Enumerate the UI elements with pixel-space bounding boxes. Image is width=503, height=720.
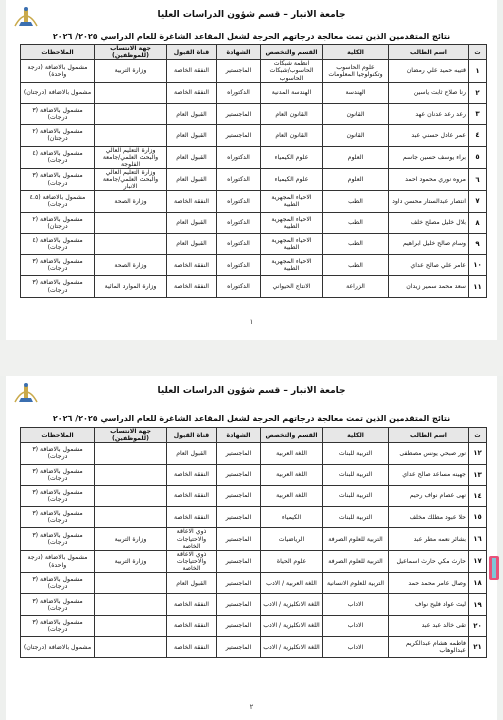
admission-channel-cell: ذوي الاعاقة والاحتياجات الخاصة [167,550,217,572]
degree-cell: الدكتوراه [217,212,261,233]
column-header: القسم والتخصص [261,428,323,443]
degree-cell: الماجستير [217,464,261,485]
table-row [21,485,487,506]
degree-cell: الماجستير [217,125,261,146]
notes-cell: مشمول بالاضافة (درجة واحدة) [21,550,95,572]
table-row [21,507,487,528]
admission-channel-cell: القبول العام [167,443,217,464]
column-header: الملاحظات [21,45,95,60]
page-subtitle: نتائج المتقدمين الذين تمت معالجة درجاتهم الحرجة لشغل المقاعد الشاغرة للعام الدراسي ٢٠٢٥/ ٢٠٢٦ [52,414,451,423]
admission-channel-cell: النفقة الخاصة [167,507,217,528]
column-header: الشهادة [217,45,261,60]
admission-channel-cell: القبول العام [167,146,217,168]
admission-channel-cell: النفقة الخاصة [167,276,217,297]
row-number-cell: ١٦ [469,528,487,550]
employer-cell [95,233,167,254]
degree-cell: الماجستير [217,615,261,636]
notes-cell: مشمول بالاضافة (٣ درجات) [21,255,95,276]
department-cell: اللغة العربية [261,443,323,464]
notes-cell: مشمول بالاضافة (٣ درجات) [21,507,95,528]
degree-cell: الدكتوراه [217,276,261,297]
notes-cell: مشمول بالاضافة (٤.٥ درجات) [21,191,95,212]
admission-channel-cell: النفقة الخاصة [167,191,217,212]
department-cell: القانون العام [261,103,323,124]
notes-cell: مشمول بالاضافة (٣ درجات) [21,615,95,636]
notes-cell: مشمول بالاضافة (٣ درجات) [21,168,95,190]
student-name-cell: بلال خليل مصلح خلف [389,212,469,233]
page-title: جامعة الانبار – قسم شؤون الدراسات العليا [157,10,346,20]
degree-cell: الدكتوراه [217,255,261,276]
student-name-cell: براء يوسف حسين جاسم [389,146,469,168]
student-name-cell: انتصار عبدالستار محسن داود [389,191,469,212]
department-cell: القانون العام [261,125,323,146]
college-cell: التربية للبنات [323,443,389,464]
employer-cell [95,637,167,658]
student-name-cell: رعد رعد عدنان عهد [389,103,469,124]
college-cell: الطب [323,191,389,212]
department-cell: علوم الحياة [261,550,323,572]
degree-cell: الدكتوراه [217,191,261,212]
employer-cell [95,103,167,124]
column-header: الشهادة [217,428,261,443]
column-header: جهة الانتساب (للموظفين) [95,428,167,443]
employer-cell: وزارة التعليم العالي والبحث العلمي/جامعة الانبار [95,168,167,190]
table-row [21,637,487,658]
admission-channel-cell: القبول العام [167,212,217,233]
row-number-cell: ١٨ [469,573,487,594]
admission-channel-cell: النفقة الخاصة [167,485,217,506]
department-cell: علوم الكيمياء [261,168,323,190]
column-header: اسم الطالب [389,428,469,443]
row-number-cell: ١٩ [469,594,487,615]
admission-channel-cell: القبول العام [167,233,217,254]
employer-cell: وزارة الصحة [95,191,167,212]
college-cell: الاداب [323,637,389,658]
student-name-cell: عامر علي صالح عداي [389,255,469,276]
admission-channel-cell: النفقة الخاصة [167,594,217,615]
notes-cell: مشمول بالاضافة (درجتان) [21,637,95,658]
college-cell: الاداب [323,594,389,615]
table-row [21,255,487,276]
table-row [21,82,487,103]
row-number-cell: ١٢ [469,443,487,464]
row-number-cell: ٢٠ [469,615,487,636]
degree-cell: الدكتوراه [217,233,261,254]
admission-channel-cell: القبول العام [167,573,217,594]
student-name-cell: ليث عواد فليح نواف [389,594,469,615]
admission-channel-cell: النفقة الخاصة [167,637,217,658]
degree-cell: الدكتوراه [217,82,261,103]
page-number: ١ [249,318,254,326]
degree-cell: الماجستير [217,60,261,82]
column-header: ت [469,428,487,443]
column-header: جهة الانتساب (للموظفين) [95,45,167,60]
department-cell: الهندسة المدنية [261,82,323,103]
admission-channel-cell: النفقة الخاصة [167,60,217,82]
row-number-cell: ٣ [469,103,487,124]
admission-channel-cell: النفقة الخاصة [167,464,217,485]
table-header-row [21,428,487,443]
degree-cell: الماجستير [217,550,261,572]
table-row [21,125,487,146]
column-header: الكلية [323,45,389,60]
table-row [21,528,487,550]
department-cell: الانتاج الحيواني [261,276,323,297]
notes-cell: مشمول بالاضافة (٢ درجتان) [21,125,95,146]
employer-cell: وزارة الصحة [95,255,167,276]
notes-cell: مشمول بالاضافة (٣ درجات) [21,573,95,594]
college-cell: الهندسة [323,82,389,103]
column-header: ت [469,45,487,60]
college-cell: التربية للبنات [323,485,389,506]
employer-cell [95,82,167,103]
college-cell: الطب [323,212,389,233]
admission-channel-cell: النفقة الخاصة [167,615,217,636]
document-page-2 [6,376,497,720]
student-name-cell: رنا صلاح ثابت ياسين [389,82,469,103]
column-header: الكلية [323,428,389,443]
table-row [21,464,487,485]
employer-cell [95,507,167,528]
row-number-cell: ١ [469,60,487,82]
department-cell: اللغة الانكليزية / الادب [261,594,323,615]
notes-cell: مشمول بالاضافة (٣ درجات) [21,276,95,297]
column-header: قناة القبول [167,428,217,443]
department-cell: الاحياء المجهرية الطبية [261,233,323,254]
row-number-cell: ٢١ [469,637,487,658]
row-number-cell: ٧ [469,191,487,212]
row-number-cell: ١٧ [469,550,487,572]
table-row [21,191,487,212]
employer-cell: وزارة التربية [95,550,167,572]
row-number-cell: ١٤ [469,485,487,506]
table-row [21,615,487,636]
admission-channel-cell: القبول العام [167,125,217,146]
department-cell: اللغة العربية / الادب [261,573,323,594]
college-cell: العلوم [323,168,389,190]
admission-channel-cell: القبول العام [167,103,217,124]
document-page-1 [6,0,497,340]
row-number-cell: ٩ [469,233,487,254]
employer-cell [95,125,167,146]
department-cell: الاحياء المجهرية الطبية [261,255,323,276]
college-cell: العلوم [323,146,389,168]
college-cell: الطب [323,233,389,254]
admission-channel-cell: القبول العام [167,168,217,190]
degree-cell: الدكتوراه [217,168,261,190]
student-name-cell: فاطمه هشام عبدالكريم عبدالوهاب [389,637,469,658]
college-cell: التربية للعلوم الصرفة [323,528,389,550]
employer-cell: وزارة التربية [95,528,167,550]
row-number-cell: ٤ [469,125,487,146]
college-cell: الزراعة [323,276,389,297]
degree-cell: الدكتوراه [217,146,261,168]
college-cell: علوم الحاسوب وتكنولوجيا المعلومات [323,60,389,82]
student-name-cell: عمر عادل حسني عبد [389,125,469,146]
admission-channel-cell: النفقة الخاصة [167,255,217,276]
employer-cell [95,485,167,506]
notes-cell: مشمول بالاضافة (٣ درجات) [21,528,95,550]
college-cell: التربية للعلوم الصرفة [323,550,389,572]
page-gap [0,340,503,376]
column-header: الملاحظات [21,428,95,443]
college-cell: القانون [323,103,389,124]
row-number-cell: ٢ [469,82,487,103]
notes-cell: مشمول بالاضافة (٤ درجات) [21,146,95,168]
row-number-cell: ١٣ [469,464,487,485]
table-row [21,103,487,124]
employer-cell: وزارة الموارد المائية [95,276,167,297]
student-name-cell: مروه نوري محمود احمد [389,168,469,190]
college-cell: الاداب [323,615,389,636]
table-row [21,233,487,254]
results-table-page-2 [20,427,487,658]
page-number: ٢ [249,703,254,711]
table-row [21,573,487,594]
row-number-cell: ١٠ [469,255,487,276]
row-number-cell: ٦ [469,168,487,190]
row-number-cell: ٥ [469,146,487,168]
student-name-cell: نور صبحي يونس مصطفى [389,443,469,464]
student-name-cell: حارث مكي حارث اسماعيل [389,550,469,572]
employer-cell [95,594,167,615]
bookmark-tab-icon [488,556,500,580]
table-row [21,168,487,190]
employer-cell: وزارة التعليم العالي والبحث العلمي/جامعة الفلوجة [95,146,167,168]
notes-cell: مشمول بالاضافة (درجة واحدة) [21,60,95,82]
employer-cell [95,464,167,485]
column-header: اسم الطالب [389,45,469,60]
student-name-cell: تقى خالد عبد عبد [389,615,469,636]
employer-cell: وزارة التربية [95,60,167,82]
department-cell: الرياضيات [261,528,323,550]
table-row [21,550,487,572]
page-title: جامعة الانبار – قسم شؤون الدراسات العليا [157,386,346,396]
student-name-cell: سعد محمد سمير زيدان [389,276,469,297]
column-header: قناة القبول [167,45,217,60]
employer-cell [95,615,167,636]
department-cell: الاحياء المجهرية الطبية [261,191,323,212]
department-cell: اللغة الانكليزية / الادب [261,615,323,636]
notes-cell: مشمول بالاضافة (٣ درجات) [21,443,95,464]
department-cell: علوم الكيمياء [261,146,323,168]
department-cell: الكيمياء [261,507,323,528]
student-name-cell: قتيبه حميد علي رمضان [389,60,469,82]
student-name-cell: حلا عبود مطلك مخلف [389,507,469,528]
table-row [21,594,487,615]
table-row [21,443,487,464]
row-number-cell: ٨ [469,212,487,233]
notes-cell: مشمول بالاضافة (٤ درجات) [21,233,95,254]
department-cell: انظمة شبكات الحاسوب/شبكات الحاسوب [261,60,323,82]
degree-cell: الماجستير [217,485,261,506]
employer-cell [95,573,167,594]
college-cell: التربية للعلوم الانسانية [323,573,389,594]
column-header: القسم والتخصص [261,45,323,60]
table-header-row [21,45,487,60]
employer-cell [95,212,167,233]
notes-cell: مشمول بالاضافة (٣ درجات) [21,485,95,506]
notes-cell: مشمول بالاضافة (٣ درجات) [21,464,95,485]
degree-cell: الماجستير [217,594,261,615]
degree-cell: الماجستير [217,637,261,658]
notes-cell: مشمول بالاضافة (درجتان) [21,82,95,103]
department-cell: اللغة الانكليزية / الادب [261,637,323,658]
degree-cell: الماجستير [217,103,261,124]
college-cell: القانون [323,125,389,146]
college-cell: التربية للبنات [323,464,389,485]
student-name-cell: بشائر نعمه مطر عبد [389,528,469,550]
employer-cell [95,443,167,464]
results-table-page-1 [20,44,487,298]
student-name-cell: وسام صالح خليل ابراهيم [389,233,469,254]
student-name-cell: جهينه مساعد صالح عداي [389,464,469,485]
table-row [21,276,487,297]
college-cell: الطب [323,255,389,276]
table-row [21,212,487,233]
degree-cell: الماجستير [217,528,261,550]
page-subtitle: نتائج المتقدمين الذين تمت معالجة درجاتهم الحرجة لشغل المقاعد الشاغرة للعام الدراسي ٢٠٢٥/ ٢٠٢٦ [52,32,451,41]
row-number-cell: ١١ [469,276,487,297]
department-cell: الاحياء المجهرية الطبية [261,212,323,233]
admission-channel-cell: ذوي الاعاقة والاحتياجات الخاصة [167,528,217,550]
admission-channel-cell: النفقة الخاصة [167,82,217,103]
notes-cell: مشمول بالاضافة (٣ درجات) [21,103,95,124]
department-cell: اللغة العربية [261,464,323,485]
table-row [21,146,487,168]
college-cell: التربية للبنات [323,507,389,528]
degree-cell: الماجستير [217,507,261,528]
degree-cell: الماجستير [217,443,261,464]
department-cell: اللغة العربية [261,485,323,506]
notes-cell: مشمول بالاضافة (٢ درجتان) [21,212,95,233]
degree-cell: الماجستير [217,573,261,594]
student-name-cell: وصال عامر محمد حمد [389,573,469,594]
row-number-cell: ١٥ [469,507,487,528]
table-row [21,60,487,82]
notes-cell: مشمول بالاضافة (٣ درجات) [21,594,95,615]
student-name-cell: نهى عصام نواف رحيم [389,485,469,506]
